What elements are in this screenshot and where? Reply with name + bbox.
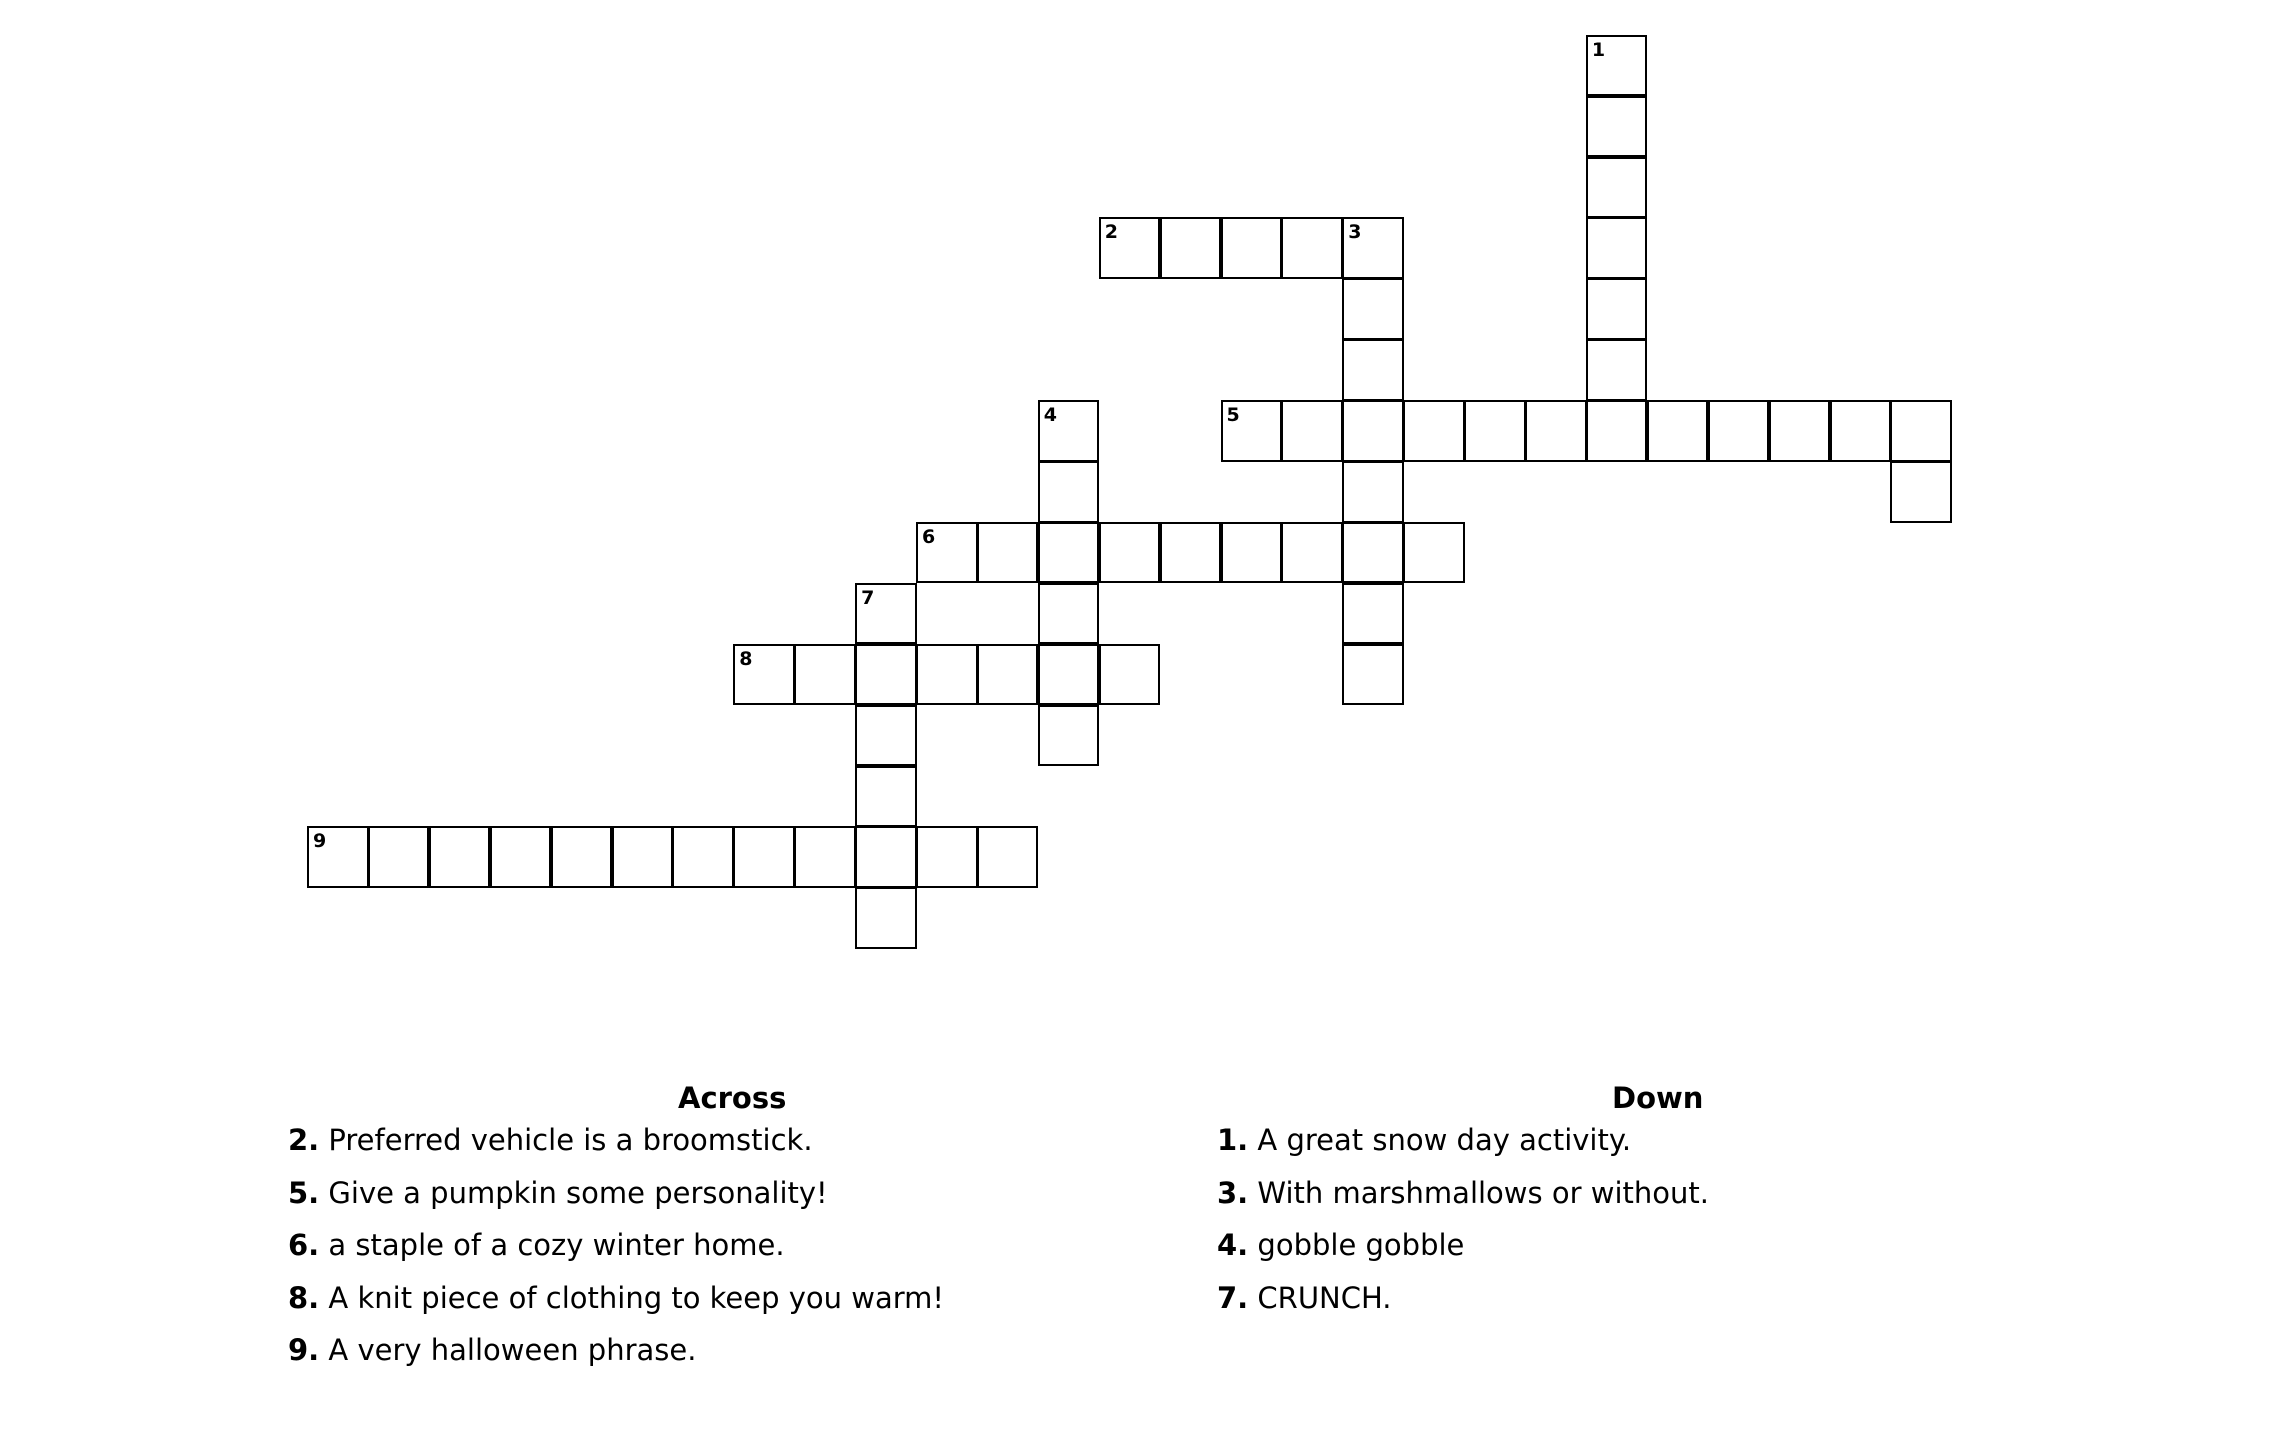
clue-number: 4: [1043, 404, 1058, 427]
clue-down-7: 7. CRUNCH.: [1217, 1280, 1392, 1315]
grid-cell[interactable]: [977, 522, 1039, 584]
clue-number: 3: [1348, 221, 1362, 244]
clue-number: 9: [313, 830, 327, 853]
down-heading: Down: [1612, 1081, 1704, 1115]
clue-number: 2: [1104, 221, 1118, 244]
grid-cell[interactable]: [307, 826, 369, 888]
grid-cell[interactable]: [1342, 217, 1404, 279]
grid-cell[interactable]: [1342, 461, 1404, 523]
grid-cell[interactable]: [794, 826, 856, 888]
clue-number: 5: [1226, 404, 1240, 427]
grid-cell[interactable]: [916, 644, 978, 706]
grid-cell[interactable]: [1099, 217, 1161, 279]
grid-cell[interactable]: [1586, 278, 1648, 340]
grid-cell[interactable]: [1708, 400, 1770, 462]
grid-cell[interactable]: [1221, 217, 1283, 279]
grid-cell[interactable]: [1221, 522, 1283, 584]
grid-cell[interactable]: [1342, 644, 1404, 706]
grid-cell[interactable]: [1525, 400, 1587, 462]
grid-cell[interactable]: [1586, 339, 1648, 401]
grid-cell[interactable]: [1464, 400, 1526, 462]
clue-across-9: 9. A very halloween phrase.: [288, 1333, 697, 1367]
grid-cell[interactable]: [1586, 35, 1648, 97]
grid-cell[interactable]: [1403, 522, 1465, 584]
grid-cell[interactable]: [1342, 339, 1404, 401]
grid-cell[interactable]: [1281, 217, 1343, 279]
grid-cell[interactable]: [1830, 400, 1892, 462]
grid-cell[interactable]: [1099, 644, 1161, 706]
grid-cell[interactable]: [1281, 522, 1343, 584]
grid-cell[interactable]: [1099, 522, 1161, 584]
grid-cell[interactable]: [1586, 217, 1648, 279]
grid-cell[interactable]: [368, 826, 430, 888]
across-clue-list: [288, 1122, 944, 1385]
grid-cell[interactable]: [1586, 96, 1648, 158]
grid-cell[interactable]: [855, 887, 917, 949]
clue-across-8: 8. A knit piece of clothing to keep you warm!: [288, 1280, 945, 1315]
grid-cell[interactable]: [855, 766, 917, 828]
grid-cell[interactable]: [1342, 583, 1404, 645]
grid-cell[interactable]: [612, 826, 674, 888]
grid-cell[interactable]: [855, 826, 917, 888]
clue-number: 8: [739, 647, 753, 670]
grid-cell[interactable]: [1038, 705, 1100, 767]
grid-cell[interactable]: [916, 522, 978, 584]
grid-cell[interactable]: [733, 644, 795, 706]
grid-cell[interactable]: [977, 644, 1039, 706]
clue-across-5: 5. Give a pumpkin some personality!: [288, 1175, 828, 1210]
grid-cell[interactable]: [1586, 157, 1648, 219]
grid-cell[interactable]: [977, 826, 1039, 888]
grid-cell[interactable]: [429, 826, 491, 888]
grid-cell[interactable]: [1160, 217, 1222, 279]
across-heading: Across: [678, 1081, 787, 1115]
clue-number: 1: [1591, 38, 1606, 61]
grid-cell[interactable]: [1647, 400, 1709, 462]
grid-cell[interactable]: [1890, 400, 1952, 462]
grid-cell[interactable]: [1038, 644, 1100, 706]
grid-cell[interactable]: [1281, 400, 1343, 462]
grid-cell[interactable]: [672, 826, 734, 888]
clue-down-4: 4. gobble gobble: [1217, 1228, 1465, 1262]
grid-cell[interactable]: [794, 644, 856, 706]
grid-cell[interactable]: [855, 705, 917, 767]
grid-cell[interactable]: [1038, 583, 1100, 645]
down-clue-list: [1217, 1122, 1709, 1332]
clue-down-1: 1. A great snow day activity.: [1217, 1123, 1632, 1157]
grid-cell[interactable]: [490, 826, 552, 888]
grid-cell[interactable]: [855, 583, 917, 645]
grid-cell[interactable]: [1160, 522, 1222, 584]
grid-cell[interactable]: [1221, 400, 1283, 462]
grid-cell[interactable]: [1038, 522, 1100, 584]
grid-cell[interactable]: [1769, 400, 1831, 462]
grid-cell[interactable]: [1342, 400, 1404, 462]
grid-cell[interactable]: [733, 826, 795, 888]
grid-cell[interactable]: [1038, 400, 1100, 462]
clue-number: 6: [922, 525, 936, 548]
grid-cell[interactable]: [916, 826, 978, 888]
grid-cell[interactable]: [1038, 461, 1100, 523]
clue-across-2: 2. Preferred vehicle is a broomstick.: [288, 1123, 813, 1157]
grid-cell[interactable]: [855, 644, 917, 706]
grid-cell[interactable]: [551, 826, 613, 888]
grid-cell[interactable]: [1586, 400, 1648, 462]
clue-number: 7: [861, 586, 875, 609]
grid-cell[interactable]: [1890, 461, 1952, 523]
grid-cell[interactable]: [1342, 522, 1404, 584]
clue-down-3: 3. With marshmallows or without.: [1217, 1175, 1709, 1210]
grid-cell[interactable]: [1403, 400, 1465, 462]
clue-across-6: 6. a staple of a cozy winter home.: [288, 1228, 785, 1262]
grid-cell[interactable]: [1342, 278, 1404, 340]
